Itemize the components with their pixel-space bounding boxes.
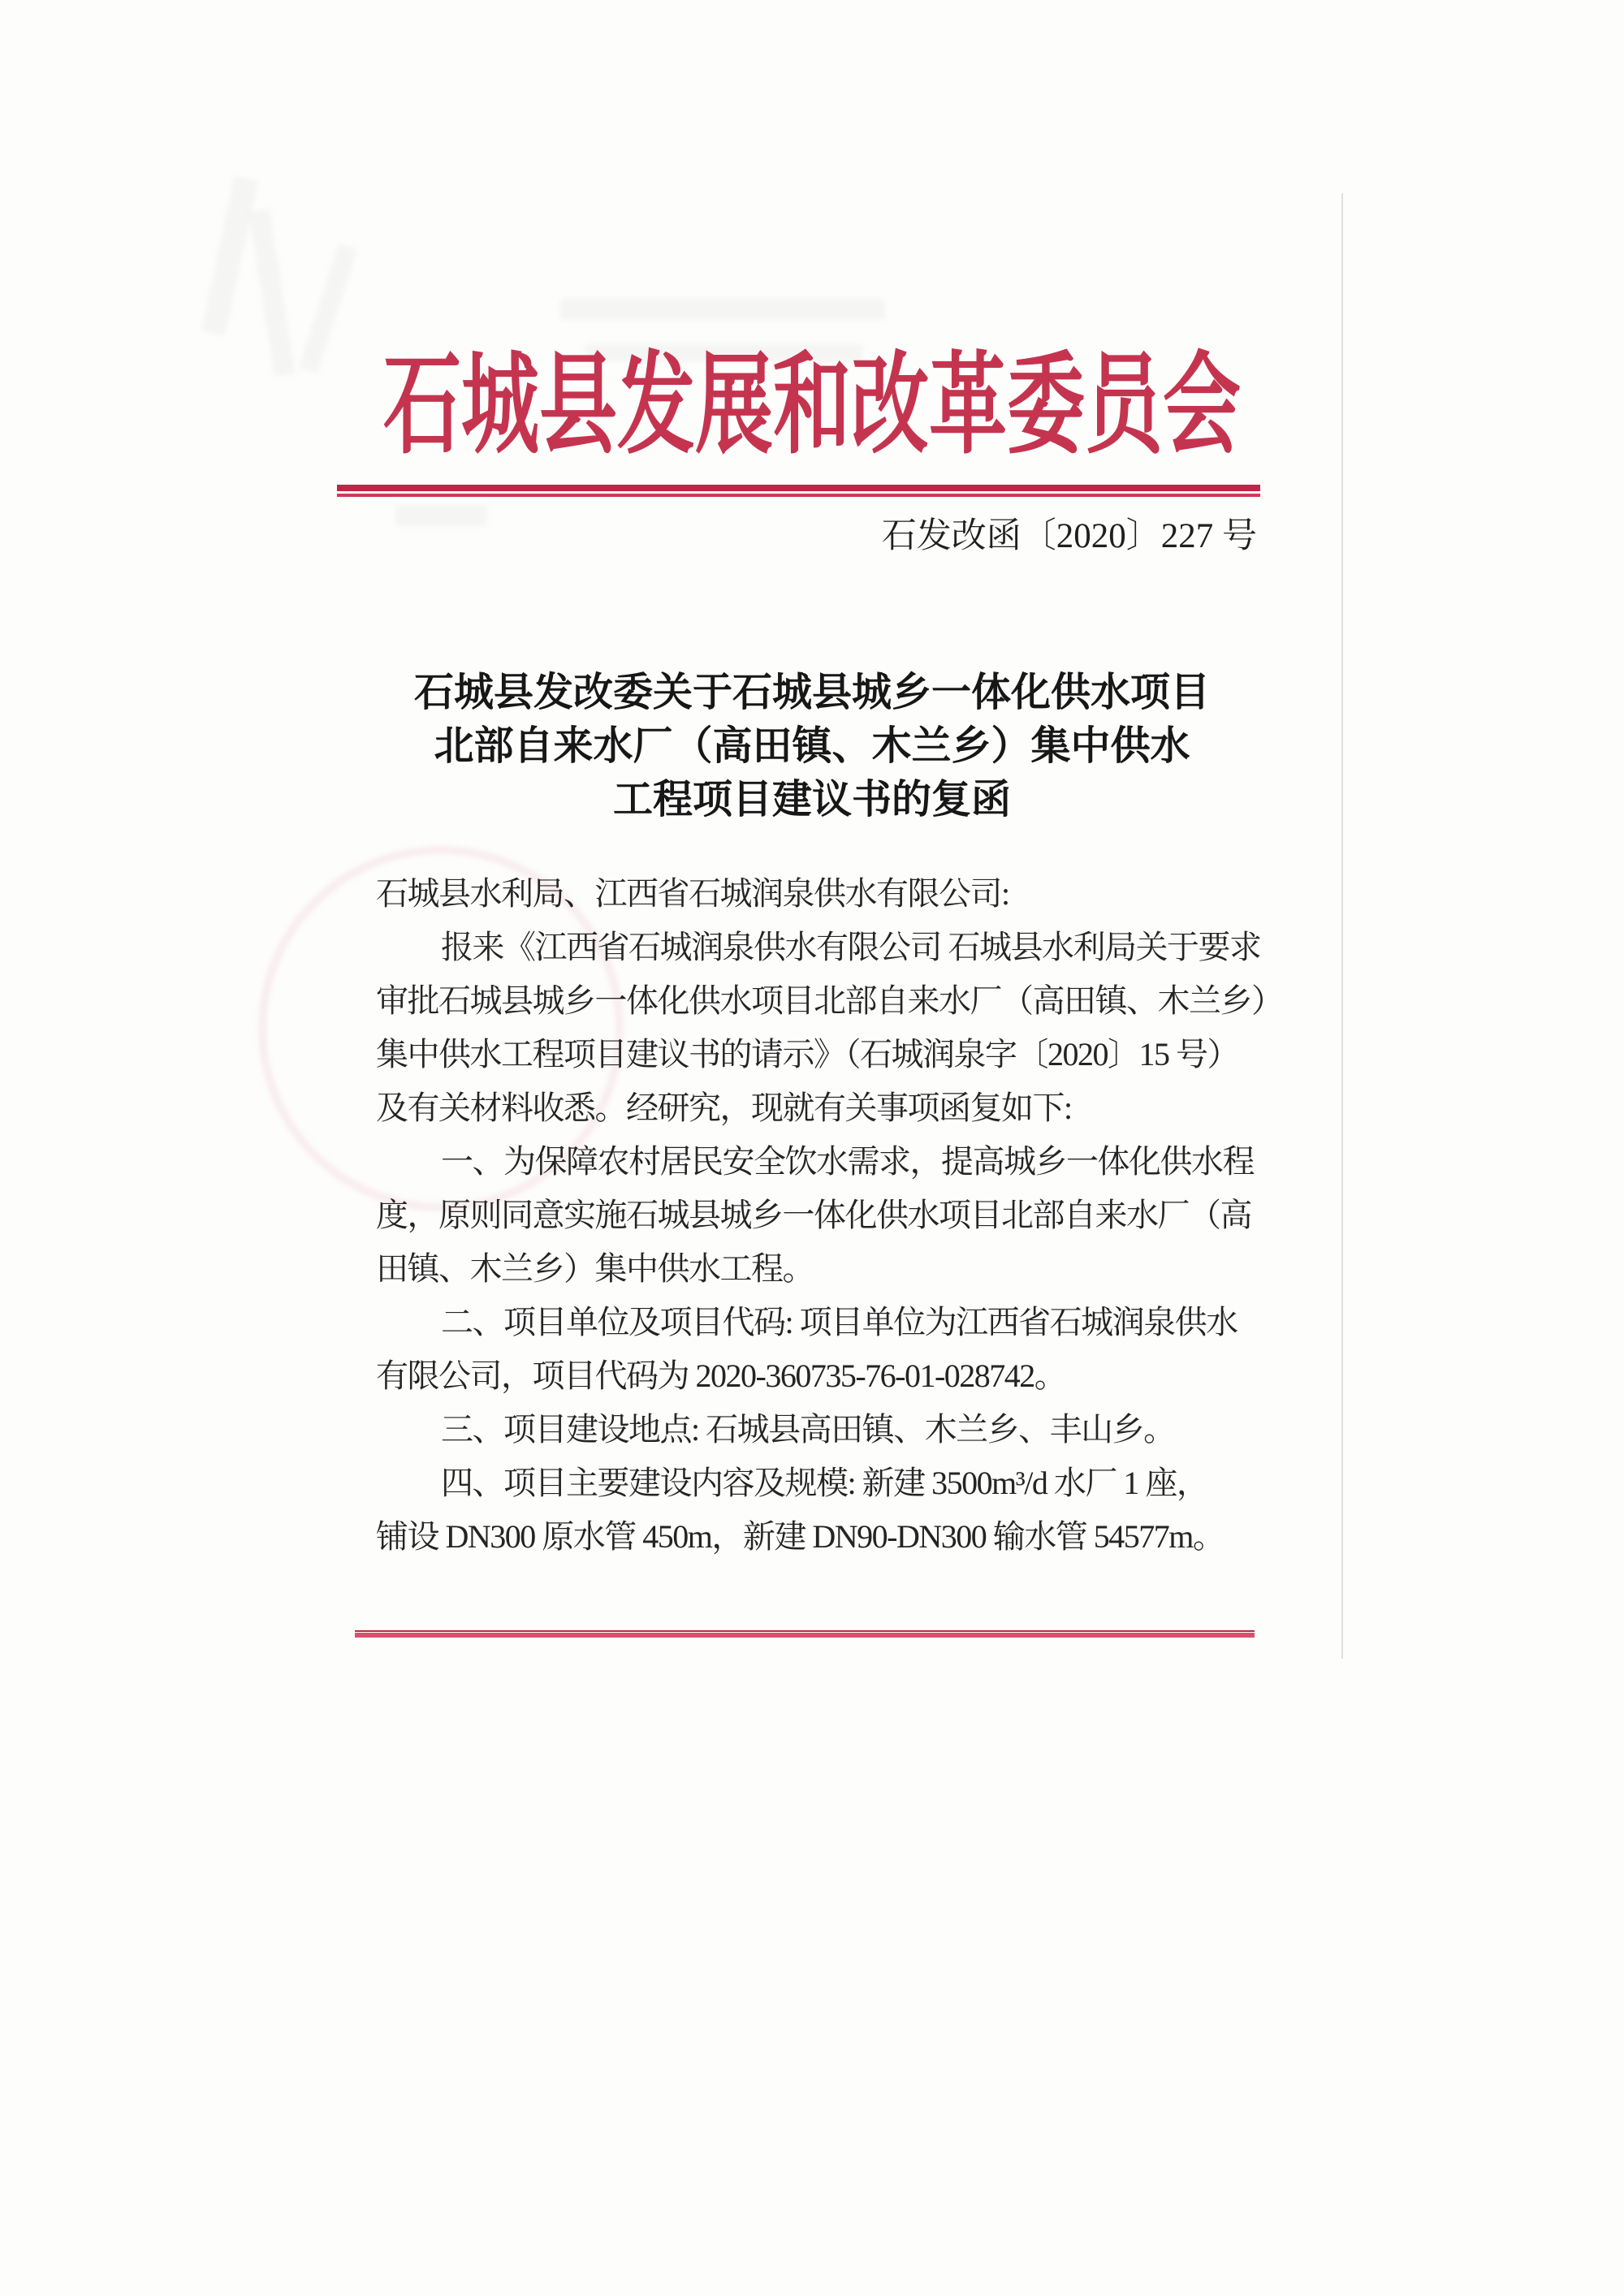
- body-line: 有限公司，项目代码为 2020-360735-76-01-028742。: [376, 1357, 1066, 1394]
- bleedthrough-ghost: [560, 299, 885, 320]
- bleedthrough-ghost: [395, 505, 486, 526]
- body-line: 度，原则同意实施石城县城乡一体化供水项目北部自来水厂（高: [376, 1197, 1251, 1233]
- body-line: 田镇、木兰乡）集中供水工程。: [376, 1250, 814, 1287]
- document-title-line: 北部自来水厂（高田镇、木兰乡）集中供水: [434, 723, 1190, 768]
- body-line: 集中供水工程项目建议书的请示》（石城润泉字〔2020〕15 号）: [376, 1036, 1238, 1072]
- body-line: 二、项目单位及项目代码: 项目单位为江西省石城润泉供水: [441, 1304, 1237, 1340]
- body-line: 铺设 DN300 原水管 450m，新建 DN90-DN300 输水管 54577m。: [376, 1518, 1224, 1555]
- body-line: 报来《江西省石城润泉供水有限公司 石城县水利局关于要求: [441, 929, 1261, 965]
- body-line: 及有关材料收悉。经研究，现就有关事项函复如下:: [376, 1090, 1072, 1126]
- document-number: 石发改函〔2020〕227 号: [881, 517, 1257, 555]
- bleedthrough-ghost: [201, 176, 258, 336]
- document-title-line: 石城县发改委关于石城县城乡一体化供水项目: [413, 670, 1210, 714]
- body-line: 石城县水利局、江西省石城润泉供水有限公司:: [376, 875, 1009, 912]
- letterhead-rule: [337, 485, 1260, 497]
- document-body: [376, 867, 1283, 1564]
- body-line: 审批石城县城乡一体化供水项目北部自来水厂（高田镇、木兰乡）: [376, 982, 1283, 1019]
- body-line: 一、为保障农村居民安全饮水需求，提高城乡一体化供水程: [441, 1143, 1254, 1180]
- footer-rule: [355, 1630, 1255, 1638]
- document-title-line: 工程项目建议书的复函: [612, 777, 1011, 822]
- document-title: [0, 666, 1624, 826]
- body-line: 三、项目建设地点: 石城县高田镇、木兰乡、丰山乡。: [441, 1411, 1175, 1448]
- body-line: 四、项目主要建设内容及规模: 新建 3500m³/d 水厂 1 座，: [441, 1465, 1208, 1501]
- agency-letterhead-title: 石城县发展和改革委员会: [383, 343, 1241, 468]
